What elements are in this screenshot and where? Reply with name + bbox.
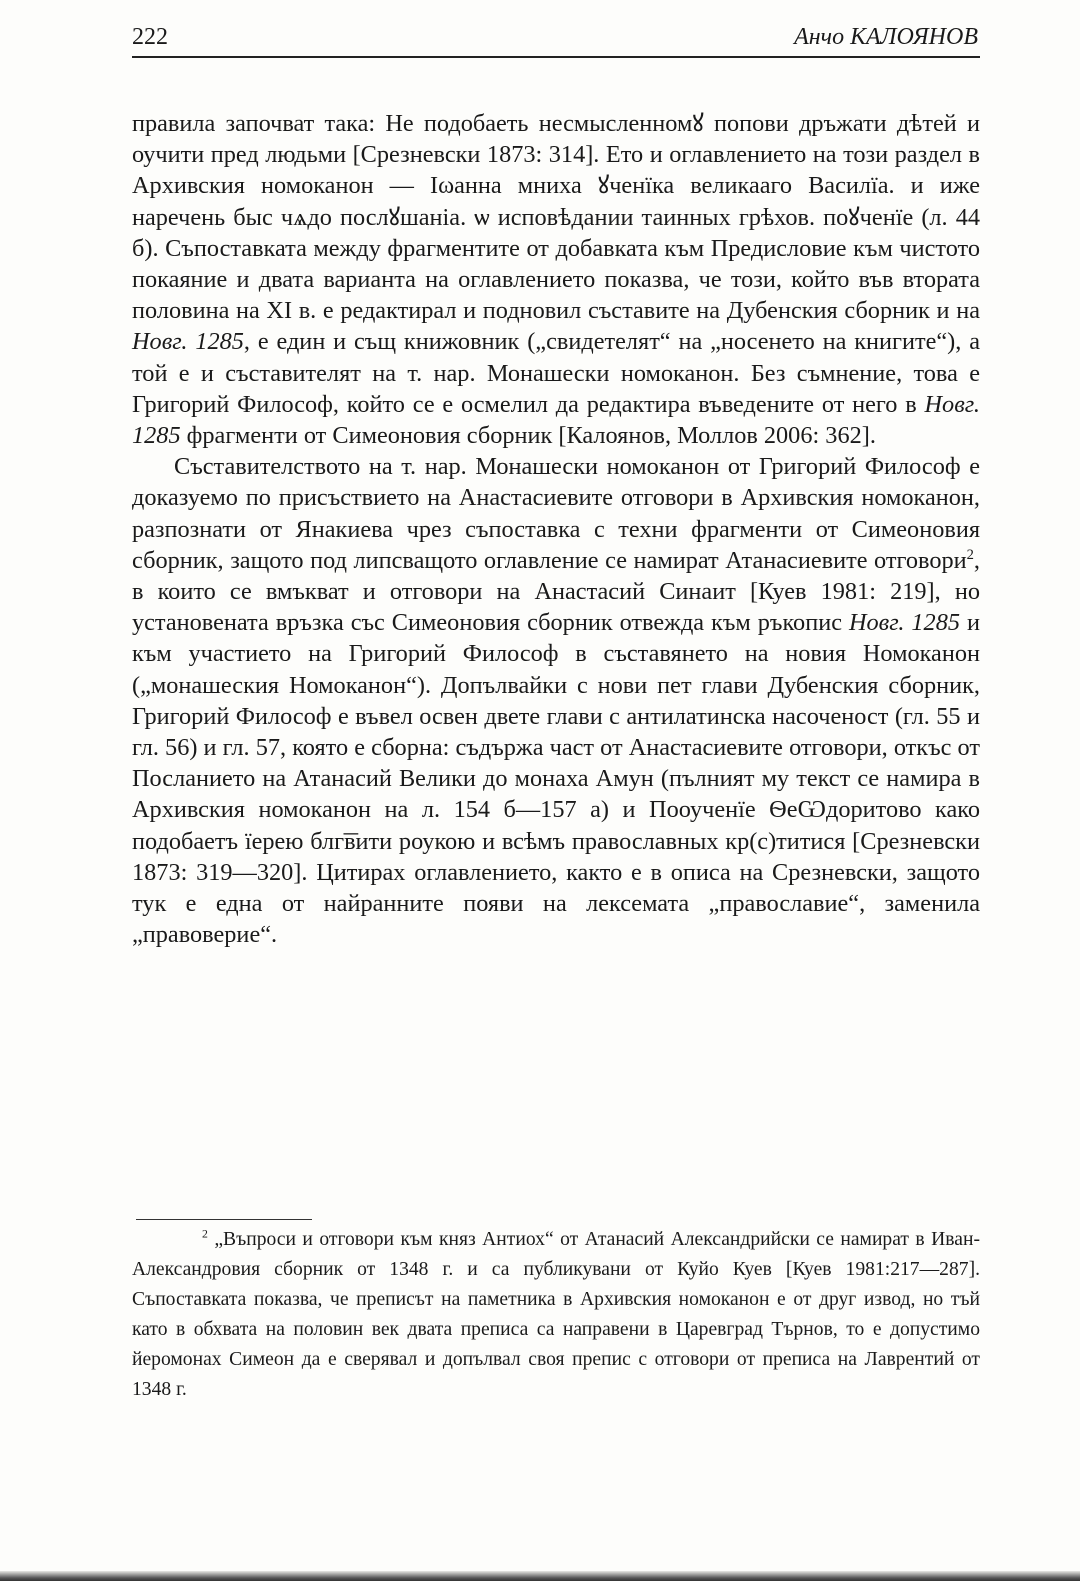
footnote	[132, 1225, 980, 1405]
footnote-reference[interactable]: 2	[966, 546, 974, 563]
text-run: и към участието на Григорий Философ в съставянето на новия Номоканон („монашеския Номоканон“). Допълвайки с нови пет глави Дубенския сборник, Григорий Философ е въвел освен двете глави с антилатинска насоченост (гл. 55 и гл. 56) и гл. 57, която е сборна: съдържа част от Анастасиевите отговори, откъс от Посланието на Атанасий Велики до монаха Амун (пълният му текст се намира в Архивския номоканон на л. 154 б—157 а) и Пооученїе ѲеѠдоритово како подобаетъ їерею блг͞вити роукою и всѣмъ православных кр(с)титися [Срезневски 1873: 319—320]. Цитирах оглавлението, както е в описа на Срезневски, защото тук е една от найранните появи на лексемата „православие“, заменила „правоверие“.	[132, 609, 980, 949]
footnotes	[132, 1225, 980, 1405]
page-number: 222	[132, 24, 168, 50]
text-run: Съставителството на т. нар. Монашески номоканон от Григорий Философ е доказуемо по присъствието на Анастасиевите отговори в Архивския номоканон, разпознати от Янакиева чрез съпоставка с техни фрагменти от Симеоновия сборник, защото под липсващото оглавление се намират Атанасиевите отговори	[132, 453, 980, 574]
footnote-separator	[136, 1219, 312, 1220]
paragraph	[132, 108, 980, 451]
manuscript-siglum: Новг. 1285	[848, 609, 961, 637]
manuscript-siglum: Новг. 1285	[132, 390, 980, 450]
footnote-mark: 2	[202, 1227, 208, 1241]
page-header	[132, 22, 980, 58]
text-run: , в които се вмъкват и отговори на Анастасий Синаит [Куев 1981: 219], но установената връзка със Симеоновия сборник отвежда към ръкопис	[132, 546, 980, 637]
manuscript-siglum: Новг. 1285	[132, 328, 244, 356]
footnote-text: „Въпроси и отговори към княз Антиох“ от Атанасий Александрийски се намират в Иван-Александровия сборник от 1348 г. и са публикувани от Куйо Куев [Куев 1981:217—287]. Съпоставката показва, че преписът на паметника в Архивския номоканон е от друг извод, но тъй като в обхвата на половин век двата преписа са направени в Царевград Търнов, то е допустимо йеромонах Симеон да е сверявал и допълвал своя препис с отговори от преписа на Лаврентий от 1348 г.	[132, 1229, 980, 1400]
paragraph	[132, 451, 980, 950]
running-head-author: Анчо КАЛОЯНОВ	[794, 24, 978, 50]
text-run: фрагменти от Симеоновия сборник [Калоянов, Моллов 2006: 362].	[180, 422, 876, 450]
main-text	[132, 108, 980, 950]
scan-bottom-edge	[0, 1571, 1080, 1581]
text-run: , е един и същ книжовник („свидетелят“ на „носенето на книгите“), а той е и съставителят на т. нар. Монашески номоканон. Без съмнение, това е Григорий Философ, който се е осмелил да редактира въведените от него в	[132, 328, 980, 418]
text-run: правила започват така: Не подобаеть несмысленномꙋ попови дръжати дѣтей и оучити пред людьми [Срезневски 1873: 314]. Ето и оглавлението на този раздел в Архивския номоканон — Iωанна мниха ꙋченїка великааго Василїа. и иже наречень быс чѧдо послꙋшанiа. ѡ исповѣдании таинных грѣхов. поꙋченїе (л. 44 б). Съпоставката между фрагментите от добавката към Предисловие към чистото покаяние и двата варианта на оглавлението показва, че този, който във втората половина на XI в. е редактирал и подновил съставите на Дубенския сборник и на	[132, 110, 980, 325]
